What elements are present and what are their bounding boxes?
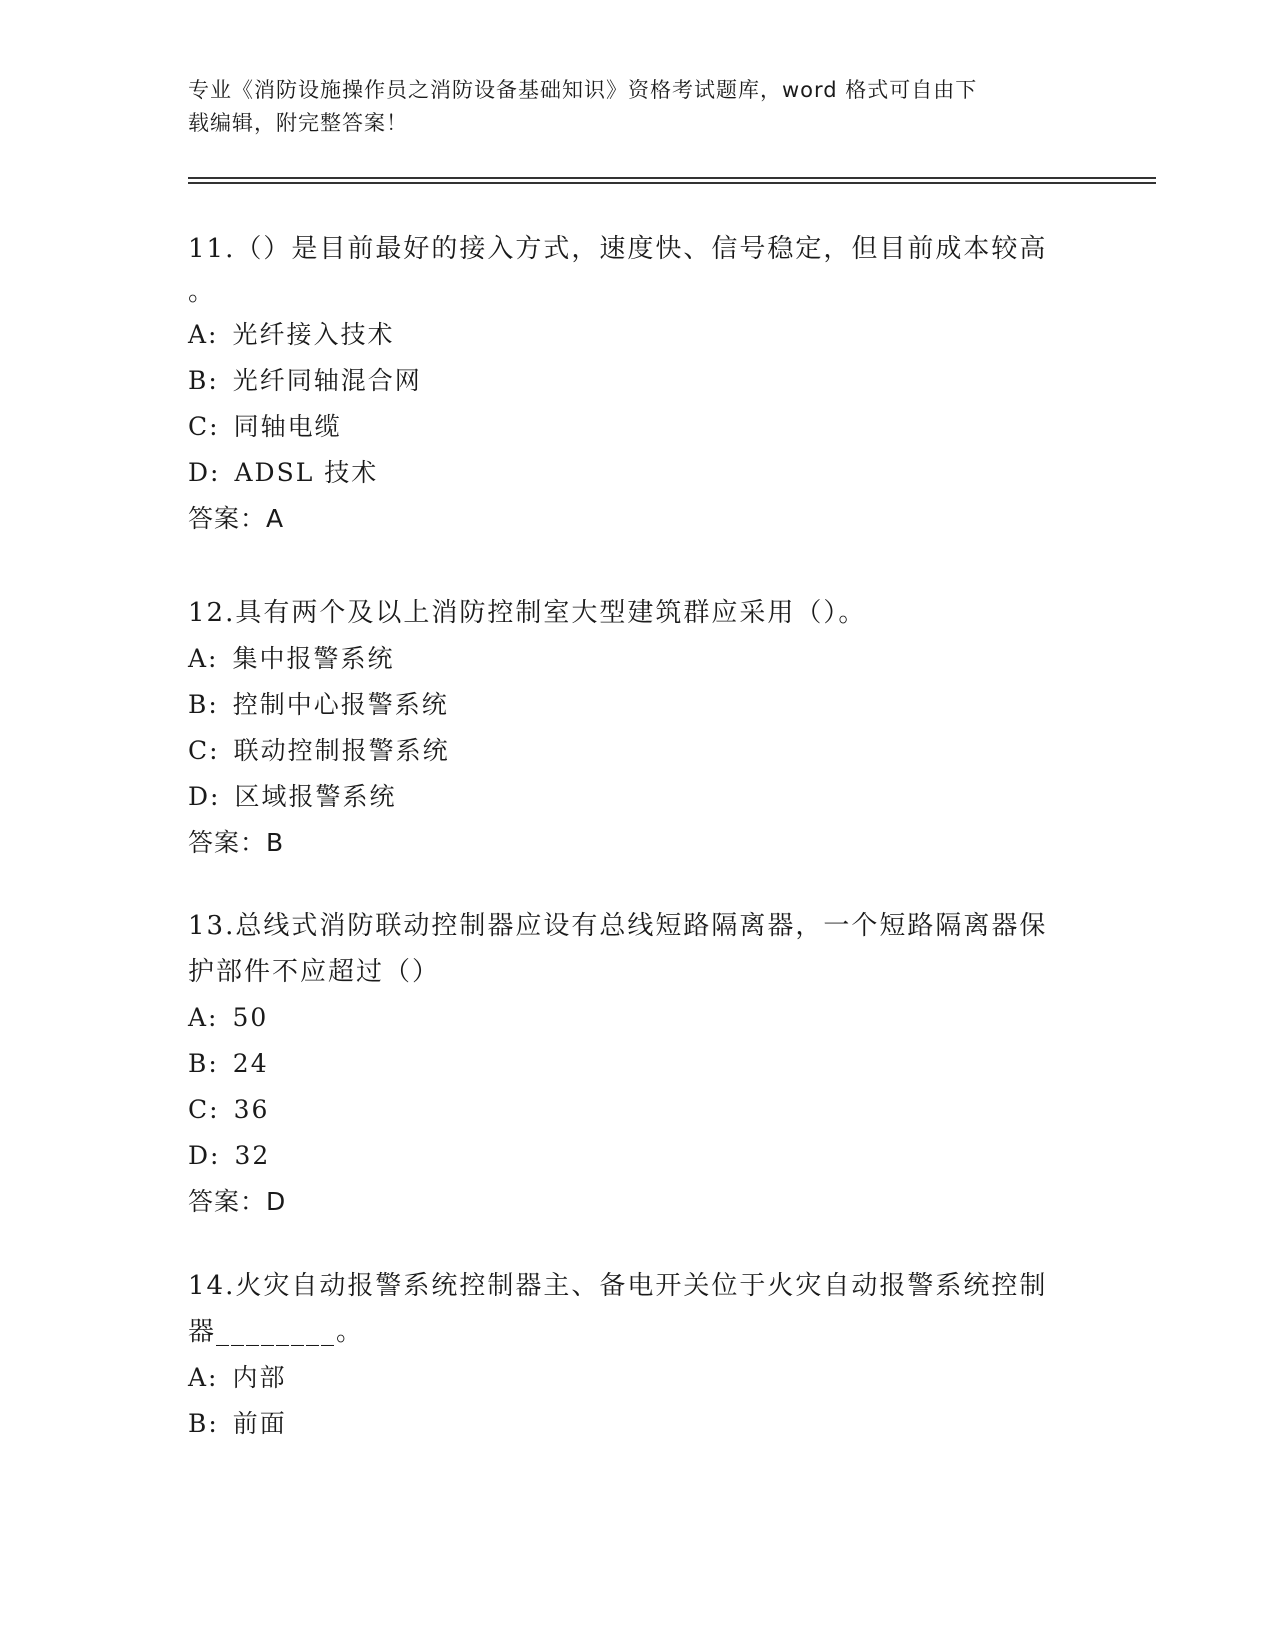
option-text: 同轴电缆 [233, 412, 342, 441]
option-text: 集中报警系统 [232, 644, 395, 673]
option-text: 24 [232, 1049, 269, 1078]
question-stem-line-1: 13.总线式消防联动控制器应设有总线短路隔离器，一个短路隔离器保 [188, 911, 1048, 941]
option-letter: C: [188, 1095, 220, 1124]
header-divider-top [188, 177, 1156, 179]
option-text: 前面 [232, 1409, 287, 1438]
option-b [188, 1401, 1088, 1447]
option-a [188, 995, 1088, 1041]
question-stem-line-2: 器________。 [188, 1317, 365, 1347]
header-line-1: 专业《消防设施操作员之消防设备基础知识》资格考试题库，word 格式可自由下 [188, 78, 978, 102]
option-text: 控制中心报警系统 [232, 690, 449, 719]
option-text: 联动控制报警系统 [233, 736, 450, 765]
option-letter: A: [188, 644, 219, 673]
header-divider-bottom [188, 182, 1156, 184]
option-a [188, 636, 1088, 682]
option-b [188, 358, 1088, 404]
option-text: 光纤同轴混合网 [232, 366, 422, 395]
answer-line: 答案：B [188, 828, 285, 857]
option-text: 36 [233, 1095, 270, 1124]
option-letter: C: [188, 412, 220, 441]
option-letter: D: [188, 1141, 221, 1170]
option-text: 32 [234, 1141, 271, 1170]
option-letter: D: [188, 782, 221, 811]
document-header-note [188, 74, 1068, 140]
option-letter: C: [188, 736, 220, 765]
question-stem-line-2: 。 [188, 277, 217, 307]
option-letter: B: [188, 1049, 219, 1078]
header-line-2: 载编辑，附完整答案！ [188, 111, 408, 135]
option-letter: A: [188, 1363, 219, 1392]
question-12 [188, 590, 1088, 866]
option-a [188, 1355, 1088, 1401]
option-letter: B: [188, 690, 219, 719]
option-d [188, 774, 1088, 820]
option-text: 内部 [232, 1363, 287, 1392]
option-letter: A: [188, 320, 219, 349]
answer-line: 答案：A [188, 504, 285, 533]
option-c [188, 404, 1088, 450]
option-text: 光纤接入技术 [232, 320, 395, 349]
option-d [188, 1133, 1088, 1179]
option-d [188, 450, 1088, 496]
option-b [188, 682, 1088, 728]
option-b [188, 1041, 1088, 1087]
option-text: 50 [232, 1003, 269, 1032]
question-11 [188, 226, 1088, 542]
question-14 [188, 1263, 1088, 1447]
option-text: 区域报警系统 [234, 782, 397, 811]
question-13 [188, 903, 1088, 1225]
option-letter: A: [188, 1003, 219, 1032]
option-letter: B: [188, 366, 219, 395]
option-a [188, 312, 1088, 358]
question-stem-line-1: 12.具有两个及以上消防控制室大型建筑群应采用（）。 [188, 598, 867, 628]
option-c [188, 1087, 1088, 1133]
option-c [188, 728, 1088, 774]
question-stem-line-1: 14.火灾自动报警系统控制器主、备电开关位于火灾自动报警系统控制 [188, 1271, 1048, 1301]
option-letter: B: [188, 1409, 219, 1438]
option-letter: D: [188, 458, 221, 487]
question-stem-line-2: 护部件不应超过（） [188, 957, 441, 987]
option-text: ADSL 技术 [234, 458, 379, 487]
question-stem-line-1: 11.（）是目前最好的接入方式，速度快、信号稳定，但目前成本较高 [188, 234, 1048, 264]
answer-line: 答案：D [188, 1187, 287, 1216]
